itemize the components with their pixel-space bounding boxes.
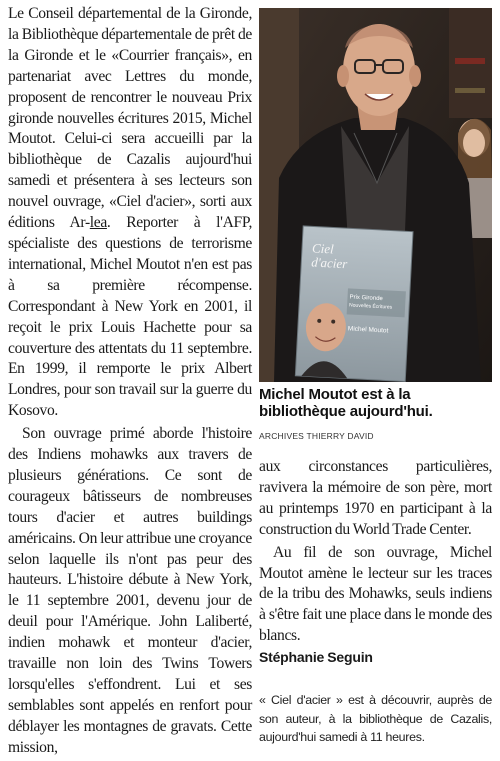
article-right-column xyxy=(259,457,492,666)
book-title-line1: Ciel xyxy=(311,240,335,257)
author-photo xyxy=(259,8,492,382)
article-paragraph-2-continued: aux circonstances particulières, ravivera la mémoire de son père, mort au printemps 1970 en participant à la construction du World Trade Center. xyxy=(259,458,492,538)
paragraph-1-underlined-word: lea xyxy=(89,214,107,232)
book-prize-label: Prix Gironde xyxy=(349,294,383,303)
article-left-column xyxy=(8,4,252,759)
book-prize-label-2: Nouvelles Écritures xyxy=(348,302,393,311)
article-paragraph-2: Son ouvrage primé aborde l'histoire des Indiens mohawks aux travers de plusieurs générations. Ce sont de courageux bâtisseurs de nombreuses tours d'acier et autres buildings américains. On leur attribue une croyance selon laquelle ils n'ont pas peur des hauteurs. L'histoire débute à New York, le 11 septembre 2001, devenu jour de deuil pour l'Amérique. John Laliberté, indien mohawk et monteur d'acier, travaille non loin des Twins Towers lorsqu'elles s'effondrent. Lui et ses semblables sont appelés en renfort pour déblayer les montagnes de gravats. Cette mission, xyxy=(8,425,252,756)
photo-caption: Michel Moutot est à la bibliothèque aujourd'hui. xyxy=(259,386,433,420)
paragraph-1-text-end: . Reporter à l'AFP, spécialiste des questions de terrorisme international, Michel Moutot n'en est pas à sa première récompense. Correspondant à New York en 2001, il reçoit le prix Louis Hachette pour sa couverture des attentats du 11 septembre. En 1999, il remporte le prix Albert Londres, pour son travail sur la guerre du Kosovo. xyxy=(8,214,252,420)
author-photo-illustration xyxy=(259,8,492,382)
info-box: « Ciel d'acier » est à découvrir, auprès de son auteur, à la bibliothèque de Cazalis, aujourd'hui samedi à 11 heures. xyxy=(259,693,492,744)
paragraph-1-text: Le Conseil départemental de la Gironde, la Bibliothèque départementale de prêt de la Gironde et le «Courrier français», en partenariat avec Lettres du monde, proposent de rencontrer le nouveau Prix gironde nouvelles écritures 2015, Michel Moutot. Celui-ci sera accueilli par la bibliothèque de Cazalis aujourd'hui samedi et présentera à ses lecteurs son nouvel ouvrage, «Ciel d'acier», sorti aux éditions Ar- xyxy=(8,5,252,232)
book-author-label: Michel Moutot xyxy=(347,325,389,335)
book-title-line2: d'acier xyxy=(310,254,348,272)
article-author: Stéphanie Seguin xyxy=(259,649,373,666)
photo-credit: ARCHIVES THIERRY DAVID xyxy=(259,431,374,441)
article-paragraph-1 xyxy=(8,4,252,422)
article-paragraph-3: Au fil de son ouvrage, Michel Moutot amène le lecteur sur les traces de la tribu des Mohawks, seuls indiens à s'être fait une place dans le monde des blancs. xyxy=(259,543,492,645)
